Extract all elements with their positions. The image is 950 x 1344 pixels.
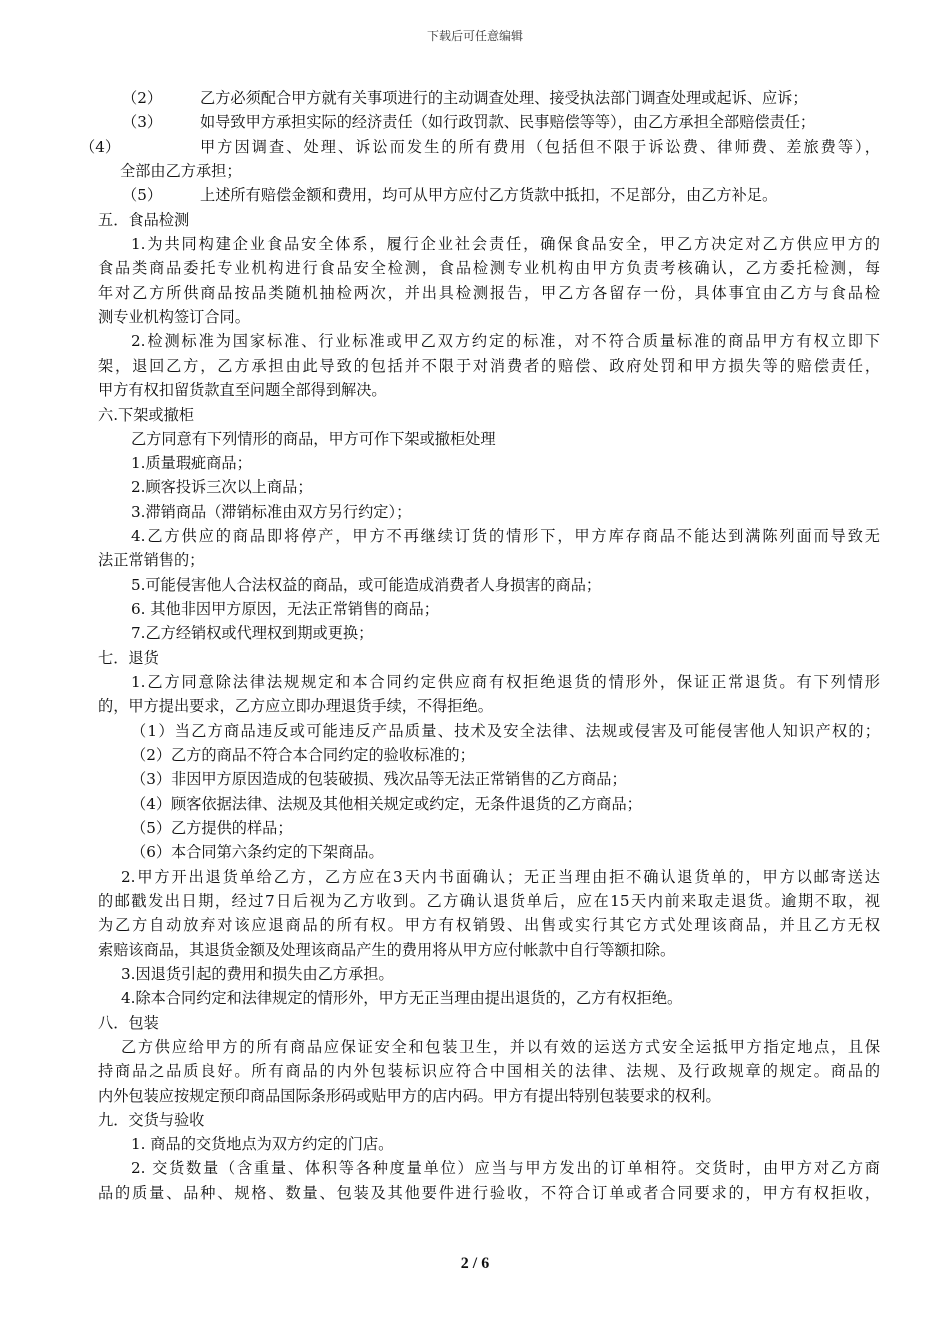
line-text: 年对乙方所供商品按品类随机抽检两次，并出具检测报告，甲乙方各留存一份，具体事宜由乙方与食品检 <box>98 284 880 302</box>
line-text: 6. 其他非因甲方原因，无法正常销售的商品； <box>131 600 439 618</box>
text-line <box>0 598 950 620</box>
text-line <box>0 549 950 571</box>
line-text: 测专业机构签订合同。 <box>98 308 250 326</box>
text-line <box>0 136 950 158</box>
line-text: 1.为共同构建企业食品安全体系，履行企业社会责任，确保食品安全，甲乙方决定对乙方供应甲方的 <box>131 235 880 253</box>
text-line <box>0 1133 950 1155</box>
list-marker: （4） <box>80 138 121 156</box>
line-text: 5.可能侵害他人合法权益的商品，或可能造成消费者人身损害的商品； <box>131 576 602 594</box>
text-line <box>0 768 950 790</box>
text-line <box>0 939 950 961</box>
text-line <box>0 1085 950 1107</box>
text-line <box>0 501 950 523</box>
text-line <box>0 647 950 669</box>
page-number: 2 / 6 <box>460 1255 490 1272</box>
line-text: 3.滞销商品（滞销标准由双方另行约定）； <box>131 503 412 521</box>
line-text: 食品类商品委托专业机构进行食品安全检测，食品检测专业机构由甲方负责考核确认，乙方委托检测，每 <box>98 259 880 277</box>
text-line <box>0 1109 950 1131</box>
line-text: 2.检测标准为国家标准、行业标准或甲乙双方约定的标准，对不符合质量标准的商品甲方有权立即下 <box>131 332 880 350</box>
list-marker: （3） <box>122 113 163 131</box>
text-line <box>0 866 950 888</box>
text-line <box>0 111 950 133</box>
text-line <box>0 404 950 426</box>
line-text: 的邮戳发出日期，经过7日后视为乙方收到。乙方确认退货单后，应在15天内前来取走退货。逾期不取，视 <box>98 892 880 910</box>
line-text: 索赔该商品，其退货金额及处理该商品产生的费用将从甲方应付帐款中自行等额扣除。 <box>98 941 676 959</box>
list-marker: （5） <box>122 186 163 204</box>
text-line <box>0 476 950 498</box>
line-text: 上述所有赔偿金额和费用，均可从甲方应付乙方货款中抵扣，不足部分，由乙方补足。 <box>200 186 778 204</box>
line-text: （2）乙方的商品不符合本合同约定的验收标准的； <box>131 746 475 764</box>
text-line <box>0 1060 950 1082</box>
line-text: 2.顾客投诉三次以上商品； <box>131 478 313 496</box>
text-line <box>0 282 950 304</box>
text-line <box>0 622 950 644</box>
text-line <box>0 841 950 863</box>
line-text: （1）当乙方商品违反或可能违反产品质量、技术及安全法律、法规或侵害及可能侵害他人知识产权的； <box>131 722 880 740</box>
line-text: （4）顾客依据法律、法规及其他相关规定或约定，无条件退货的乙方商品； <box>131 795 642 813</box>
line-text: 甲方因调查、处理、诉讼而发生的所有费用（包括但不限于诉讼费、律师费、差旅费等）， <box>200 138 880 156</box>
line-text: 3.因退货引起的费用和损失由乙方承担。 <box>121 965 394 983</box>
text-line <box>0 525 950 547</box>
line-text: 六.下架或撤柜 <box>98 406 194 424</box>
text-line <box>0 1182 950 1204</box>
text-line <box>0 379 950 401</box>
line-text: 法正常销售的； <box>98 551 205 569</box>
text-line <box>0 793 950 815</box>
line-text: 4.除本合同约定和法律规定的情形外，甲方无正当理由提出退货的，乙方有权拒绝。 <box>121 989 683 1007</box>
line-text: 八．包装 <box>98 1014 159 1032</box>
page-header-note: 下载后可任意编辑 <box>426 29 523 43</box>
text-line <box>0 330 950 352</box>
line-text: 乙方必须配合甲方就有关事项进行的主动调查处理、接受执法部门调查处理或起诉、应诉； <box>200 89 808 107</box>
text-line <box>0 1157 950 1179</box>
text-line <box>0 890 950 912</box>
line-text: 2.甲方开出退货单给乙方，乙方应在3天内书面确认；无正当理由拒不确认退货单的，甲方以邮寄送达 <box>121 868 880 886</box>
line-text: 1.质量瑕疵商品； <box>131 454 252 472</box>
text-line <box>0 209 950 231</box>
text-line <box>0 695 950 717</box>
text-line <box>0 257 950 279</box>
line-text: 架，退回乙方，乙方承担由此导致的包括并不限于对消费者的赔偿、政府处罚和甲方损失等的赔偿责任， <box>98 357 880 375</box>
line-text: 持商品之品质良好。所有商品的内外包装标识应符合中国相关的法律、法规、及行政规章的规定。商品的 <box>98 1062 880 1080</box>
text-line <box>0 914 950 936</box>
line-text: 内外包装应按规定预印商品国际条形码或贴甲方的店内码。甲方有提出特别包装要求的权利。 <box>98 1087 721 1105</box>
line-text: 乙方供应给甲方的所有商品应保证安全和包装卫生，并以有效的运送方式安全运抵甲方指定地点，且保 <box>121 1038 880 1056</box>
line-text: 九．交货与验收 <box>98 1111 205 1129</box>
text-line <box>0 817 950 839</box>
line-text: （5）乙方提供的样品； <box>131 819 293 837</box>
line-text: 全部由乙方承担； <box>120 162 242 180</box>
text-line <box>0 452 950 474</box>
line-text: 1. 商品的交货地点为双方约定的门店。 <box>131 1135 394 1153</box>
text-line <box>0 233 950 255</box>
line-text: 的，甲方提出要求，乙方应立即办理退货手续，不得拒绝。 <box>98 697 493 715</box>
line-text: （3）非因甲方原因造成的包装破损、残次品等无法正常销售的乙方商品； <box>131 770 627 788</box>
text-line <box>0 160 950 182</box>
line-text: 甲方有权扣留货款直至问题全部得到解决。 <box>98 381 387 399</box>
line-text: 品的质量、品种、规格、数量、包装及其他要件进行验收，不符合订单或者合同要求的，甲方有权拒收， <box>98 1184 880 1202</box>
line-text: 七．退货 <box>98 649 159 667</box>
text-line <box>0 720 950 742</box>
line-text: 7.乙方经销权或代理权到期或更换； <box>131 624 374 642</box>
text-line <box>0 355 950 377</box>
line-text: （6）本合同第六条约定的下架商品。 <box>131 843 384 861</box>
text-line <box>0 671 950 693</box>
list-marker: （2） <box>122 89 163 107</box>
line-text: 为乙方自动放弃对该应退商品的所有权。甲方有权销毁、出售或实行其它方式处理该商品，并且乙方无权 <box>98 916 880 934</box>
text-line <box>0 987 950 1009</box>
line-text: 1.乙方同意除法律法规规定和本合同约定供应商有权拒绝退货的情形外，保证正常退货。有下列情形 <box>131 673 880 691</box>
text-line <box>0 963 950 985</box>
line-text: 4.乙方供应的商品即将停产，甲方不再继续订货的情形下，甲方库存商品不能达到满陈列面而导致无 <box>131 527 880 545</box>
text-line <box>0 744 950 766</box>
text-line <box>0 184 950 206</box>
text-line <box>0 306 950 328</box>
text-line <box>0 428 950 450</box>
text-line <box>0 574 950 596</box>
line-text: 乙方同意有下列情形的商品，甲方可作下架或撤柜处理 <box>131 430 496 448</box>
text-line <box>0 87 950 109</box>
line-text: 五．食品检测 <box>98 211 190 229</box>
line-text: 2. 交货数量（含重量、体积等各种度量单位）应当与甲方发出的订单相符。交货时，由甲方对乙方商 <box>131 1159 880 1177</box>
text-line <box>0 1036 950 1058</box>
line-text: 如导致甲方承担实际的经济责任（如行政罚款、民事赔偿等等），由乙方承担全部赔偿责任； <box>200 113 816 131</box>
text-line <box>0 1012 950 1034</box>
